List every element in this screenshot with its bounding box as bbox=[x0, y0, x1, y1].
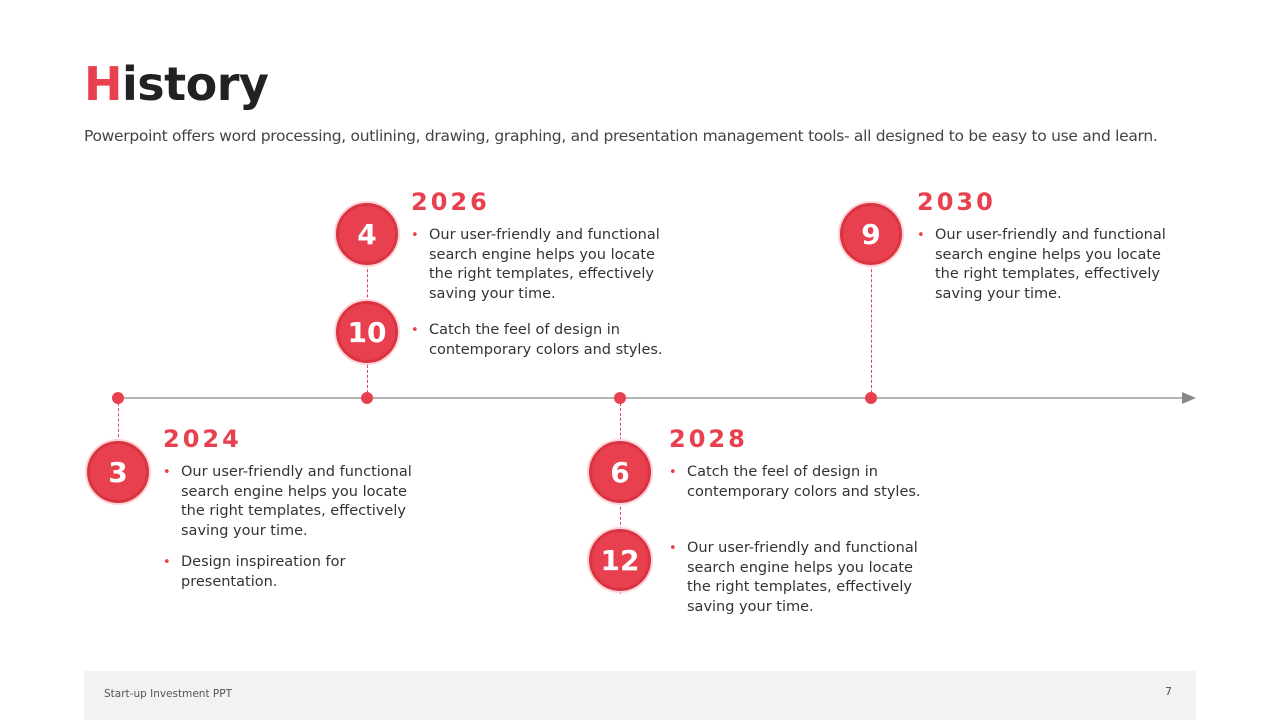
marker-2030-a: 9 bbox=[840, 203, 902, 265]
bullet-2030-a: • Our user-friendly and functional search engine helps you locate the right templates, effectively saving your time. bbox=[917, 226, 1187, 304]
marker-2028-b: 12 bbox=[589, 529, 651, 591]
footer-bar bbox=[84, 671, 1196, 720]
year-2028: 2028 bbox=[669, 425, 748, 453]
timeline-dot-2024 bbox=[112, 392, 124, 404]
marker-2026-b: 10 bbox=[336, 301, 398, 363]
year-2024: 2024 bbox=[163, 425, 242, 453]
bullet-2026-b: • Catch the feel of design in contemporary colors and styles. bbox=[411, 321, 671, 360]
year-2030: 2030 bbox=[917, 188, 996, 216]
marker-2024-a: 3 bbox=[87, 441, 149, 503]
timeline-arrow-head bbox=[1182, 392, 1196, 404]
page-number: 7 bbox=[1165, 685, 1172, 698]
bullet-2028-b: • Our user-friendly and functional search engine helps you locate the right templates, effectively saving your time. bbox=[669, 539, 939, 617]
page-subtitle: Powerpoint offers word processing, outlining, drawing, graphing, and presentation management tools- all designed to be easy to use and learn. bbox=[84, 127, 1158, 145]
bullet-2026-a: • Our user-friendly and functional search engine helps you locate the right templates, effectively saving your time. bbox=[411, 226, 681, 304]
title-first-letter: H bbox=[84, 57, 122, 111]
bullet-2024-a: • Our user-friendly and functional search engine helps you locate the right templates, effectively saving your time. bbox=[163, 463, 433, 541]
timeline-dot-2030 bbox=[865, 392, 877, 404]
timeline-dot-2028 bbox=[614, 392, 626, 404]
timeline-dot-2026 bbox=[361, 392, 373, 404]
connector-2024 bbox=[118, 398, 119, 442]
marker-2028-a: 6 bbox=[589, 441, 651, 503]
marker-2026-a: 4 bbox=[336, 203, 398, 265]
year-2026: 2026 bbox=[411, 188, 490, 216]
title-rest: istory bbox=[122, 57, 269, 111]
footer-text: Start-up Investment PPT bbox=[104, 688, 232, 700]
bullet-2028-a: • Catch the feel of design in contemporary colors and styles. bbox=[669, 463, 929, 502]
bullet-2024-b: • Design inspireation for presentation. bbox=[163, 553, 383, 592]
